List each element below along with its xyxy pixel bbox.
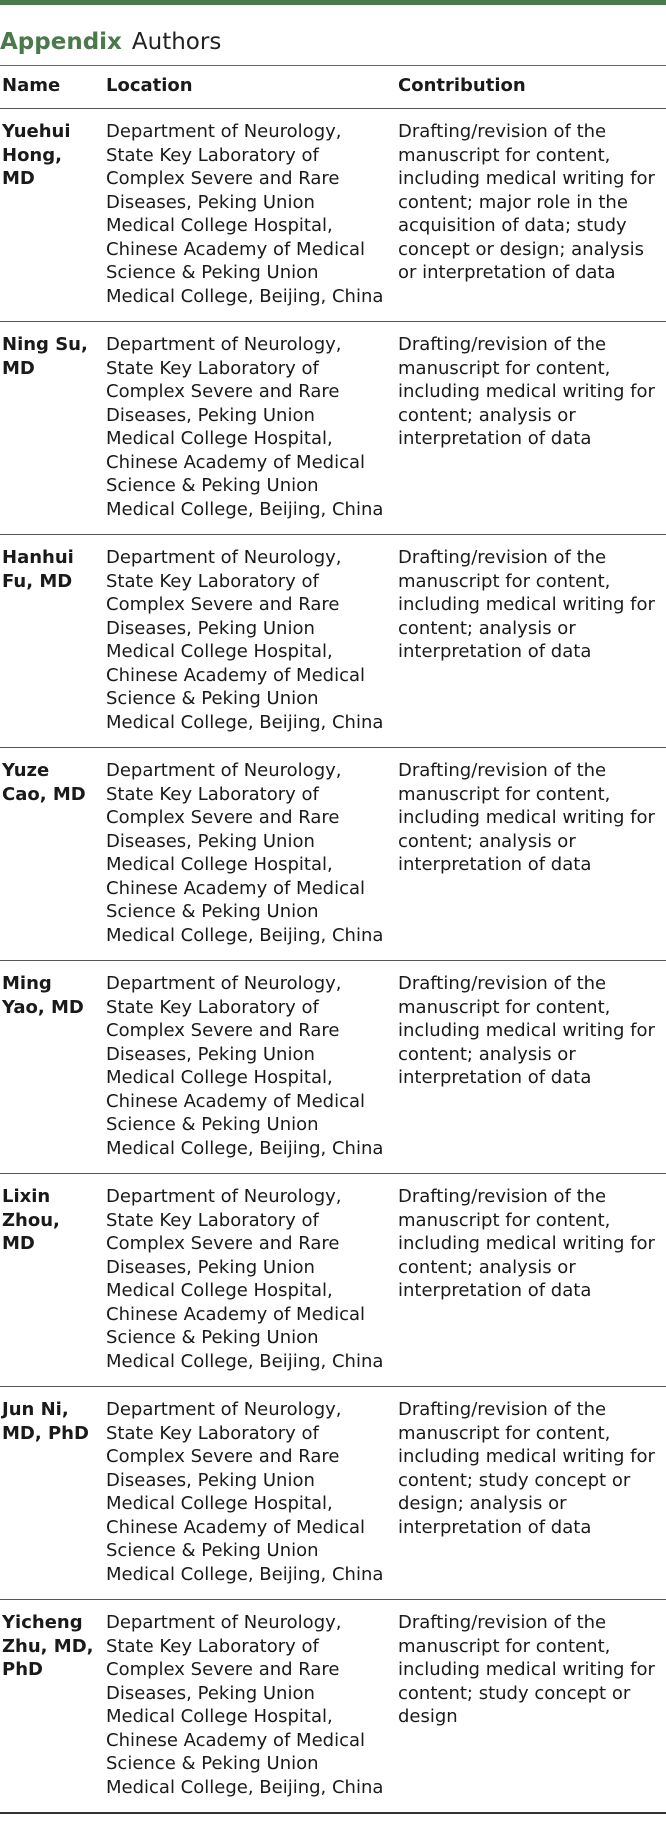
table-row — [0, 1174, 666, 1387]
table-row — [0, 961, 666, 1174]
author-location: Department of Neurology, State Key Laboratory of Complex Severe and Rare Diseases, Peking Union Medical College Hospital, Chinese Academy of Medical Science & Peking Union Medical College, Beijing, China — [104, 1600, 396, 1814]
author-name: Lixin Zhou, MD — [0, 1174, 104, 1387]
author-contribution: Drafting/revision of the manuscript for content, including medical writing for content; analysis or interpretation of data — [396, 748, 666, 961]
table-row — [0, 322, 666, 535]
author-location: Department of Neurology, State Key Laboratory of Complex Severe and Rare Diseases, Peking Union Medical College Hospital, Chinese Academy of Medical Science & Peking Union Medical College, Beijing, China — [104, 1174, 396, 1387]
author-location: Department of Neurology, State Key Laboratory of Complex Severe and Rare Diseases, Peking Union Medical College Hospital, Chinese Academy of Medical Science & Peking Union Medical College, Beijing, China — [104, 322, 396, 535]
appendix-title: Authors — [131, 29, 222, 55]
author-contribution: Drafting/revision of the manuscript for content, including medical writing for content; analysis or interpretation of data — [396, 961, 666, 1174]
authors-table — [0, 65, 666, 1814]
table-row — [0, 1387, 666, 1600]
author-name: Yicheng Zhu, MD, PhD — [0, 1600, 104, 1814]
page-title — [0, 27, 666, 65]
column-header-name: Name — [0, 66, 104, 109]
author-name: Yuze Cao, MD — [0, 748, 104, 961]
author-location: Department of Neurology, State Key Laboratory of Complex Severe and Rare Diseases, Peking Union Medical College Hospital, Chinese Academy of Medical Science & Peking Union Medical College, Beijing, China — [104, 109, 396, 322]
column-header-location: Location — [104, 66, 396, 109]
author-location: Department of Neurology, State Key Laboratory of Complex Severe and Rare Diseases, Peking Union Medical College Hospital, Chinese Academy of Medical Science & Peking Union Medical College, Beijing, China — [104, 748, 396, 961]
top-rule — [0, 0, 666, 5]
appendix-label: Appendix — [0, 29, 122, 55]
author-contribution: Drafting/revision of the manuscript for content, including medical writing for content; analysis or interpretation of data — [396, 1174, 666, 1387]
author-name: Jun Ni, MD, PhD — [0, 1387, 104, 1600]
author-contribution: Drafting/revision of the manuscript for content, including medical writing for content; study concept or design — [396, 1600, 666, 1814]
author-location: Department of Neurology, State Key Laboratory of Complex Severe and Rare Diseases, Peking Union Medical College Hospital, Chinese Academy of Medical Science & Peking Union Medical College, Beijing, China — [104, 961, 396, 1174]
author-contribution: Drafting/revision of the manuscript for content, including medical writing for content; study concept or design; analysis or interpretation of data — [396, 1387, 666, 1600]
table-header-row — [0, 66, 666, 109]
table-row — [0, 109, 666, 322]
column-header-contribution: Contribution — [396, 66, 666, 109]
author-name: Yuehui Hong, MD — [0, 109, 104, 322]
author-contribution: Drafting/revision of the manuscript for content, including medical writing for content; analysis or interpretation of data — [396, 535, 666, 748]
author-contribution: Drafting/revision of the manuscript for content, including medical writing for content; major role in the acquisition of data; study concept or design; analysis or interpretation of data — [396, 109, 666, 322]
author-location: Department of Neurology, State Key Laboratory of Complex Severe and Rare Diseases, Peking Union Medical College Hospital, Chinese Academy of Medical Science & Peking Union Medical College, Beijing, China — [104, 1387, 396, 1600]
author-contribution: Drafting/revision of the manuscript for content, including medical writing for content; analysis or interpretation of data — [396, 322, 666, 535]
table-row — [0, 1600, 666, 1814]
table-row — [0, 535, 666, 748]
table-row — [0, 748, 666, 961]
author-location: Department of Neurology, State Key Laboratory of Complex Severe and Rare Diseases, Peking Union Medical College Hospital, Chinese Academy of Medical Science & Peking Union Medical College, Beijing, China — [104, 535, 396, 748]
author-name: Hanhui Fu, MD — [0, 535, 104, 748]
author-name: Ning Su, MD — [0, 322, 104, 535]
author-name: Ming Yao, MD — [0, 961, 104, 1174]
